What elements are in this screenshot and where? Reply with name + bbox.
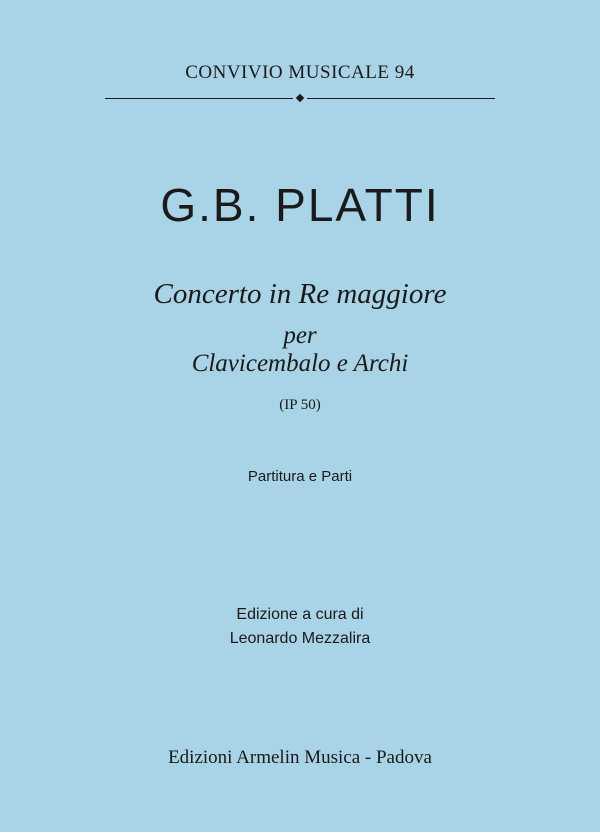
catalog-number: (IP 50) [279, 397, 321, 413]
work-per: per [283, 322, 317, 349]
edition-contents: Partitura e Parti [247, 468, 353, 485]
editor-intro: Edizione a cura di [236, 606, 364, 623]
work-instrumentation: Clavicembalo e Archi [191, 350, 409, 377]
composer-name: G.B. PLATTI [160, 179, 440, 231]
diamond-ornament-icon [296, 94, 304, 102]
publisher-imprint: Edizioni Armelin Musica - Padova [168, 747, 432, 768]
editor-name: Leonardo Mezzalira [229, 630, 371, 647]
ornamental-divider [105, 96, 495, 102]
series-title: CONVIVIO MUSICALE 94 [185, 62, 415, 83]
work-title: Concerto in Re maggiore [153, 278, 447, 310]
divider-line-left [105, 98, 293, 99]
divider-line-right [307, 98, 495, 99]
